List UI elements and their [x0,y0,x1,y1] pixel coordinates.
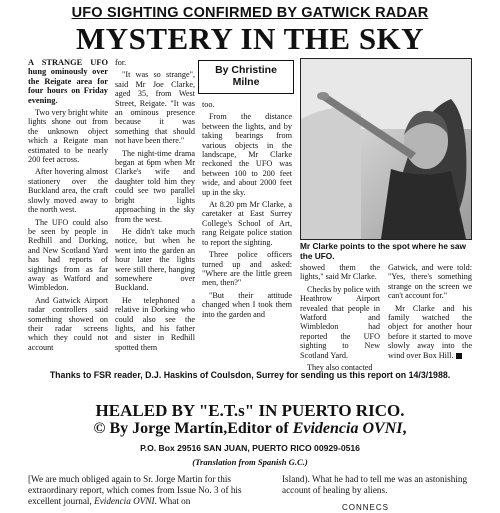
paragraph: Three police officers turned up and asked: "Where are the little green men, then?" [202,250,292,288]
article-column-1 [28,58,108,355]
article2-byline [10,420,490,438]
byline-suffix: , [402,420,407,437]
kicker-headline: UFO SIGHTING CONFIRMED BY GATWICK RADAR [71,5,429,21]
paragraph: At 8.20 pm Mr Clarke, a caretaker at East Surrey College's School of Art, rang Reigate police station to report the sighting. [202,200,292,247]
article2-address: P.O. Box 29516 SAN JUAN, PUERTO RICO 00929-0516 [140,443,360,453]
paragraph: He didn't take much notice, but when he went into the garden an hour later the lights were still there, hanging somewhere over Buckland. [115,226,195,293]
article-column-3 [202,100,292,322]
paragraph: Checks by police with Heathrow Airport revealed that people in Watford and Wimbledon had reported the UFO sighting to New Scotland Yard. [300,284,380,360]
article2-intro-left [28,474,256,507]
end-mark-icon [456,353,462,359]
photo-caption: Mr Clarke points to the spot where he saw the UFO. [300,241,466,261]
intro-text: . What on [154,496,191,506]
paragraph: The UFO could also be seen by people in Redhill and Dorking, and New Scotland Yard has had reports of sightings from as far away as Watford and Wimbledon. [28,217,108,293]
section-heading-cut: CONNECS [342,503,390,512]
photo-image [301,59,471,239]
paragraph: showed them the lights," said Mr Clarke. [300,263,380,282]
lead-paragraph: A STRANGE UFO hung ominously over the Reigate area for four hours on Friday evening. [28,58,108,105]
paragraph: for. [115,58,127,67]
thanks-note: Thanks to FSR reader, D.J. Haskins of Coulsdon, Surrey for sending us this report on 14/3/1988. [49,370,451,380]
paragraph: Two very bright white lights shone out from the unknown object which a Reigate man estimated to be nearly 200 feet across. [28,108,108,165]
article2-intro-right [282,474,472,513]
byline-line-2: Milne [232,76,260,88]
paragraph: They also contacted [307,363,373,373]
paragraph: Gatwick, and were told: "Yes, there's something strange on the screen we can't account for." [388,263,472,301]
paragraph-text: Mr Clarke and his family watched the object for another hour before it started to move slowly away into the wind over Box Hill. [388,303,472,360]
article2-title: HEALED BY "E.T.s" IN PUERTO RICO. [95,401,405,420]
journal-name: Evidencia OVNI [292,420,403,437]
paragraph: And Gatwick Airport radar controllers said something showed on their radar screens which they could not account [28,295,108,352]
photo-man-pointing [300,58,472,240]
paragraph: After hovering almost stationery over the Buckland area, the craft slowly moved away to the north west. [28,167,108,215]
paragraph: "It was so strange", said Mr Joe Clarke, aged 35, from West Street, Reigate. "It was an ominous presence because it was something that should not have been there." [115,70,195,146]
article-column-4 [300,263,380,375]
main-headline: MYSTERY IN THE SKY [75,21,425,56]
paragraph: The night-time drama began at 6pm when Mr Clarke's wife and daughter told him they could see two parallel bright lights approaching in the sky from the west. [115,148,195,224]
byline-box [198,60,294,94]
intro-text: [We are much obliged again to Sr. Jorge Martin for this extraordinary report, which comes from Issue No. 3 of his excellent journal, [28,474,242,506]
article-column-5 [388,263,472,363]
paragraph: From the distance between the lights, and by taking bearings from various objects in the landscape, Mr Clarke reckoned the UFO was between 100 to 200 feet wide, and about 2000 feet up in the sky. [202,112,292,197]
byline-line-1: By Christine [215,64,277,76]
byline-prefix: © By Jorge Martín,Editor of [93,420,293,437]
paragraph: "But their attitude changed when I took them into the garden and [202,290,292,319]
paragraph [388,304,472,360]
paragraph: He telephoned a relative in Dorking who could also see the lights, and his father and sister in Redhill spotted them [115,295,195,352]
journal-name: Evidencia OVNI [94,496,155,506]
intro-text: Island). What he had to tell me was an astonishing account of healing by aliens. [282,474,468,495]
paragraph: too. [202,100,215,109]
article2-translation-note: (Translation from Spanish G.C.) [192,457,308,467]
article-column-2 [115,58,195,355]
